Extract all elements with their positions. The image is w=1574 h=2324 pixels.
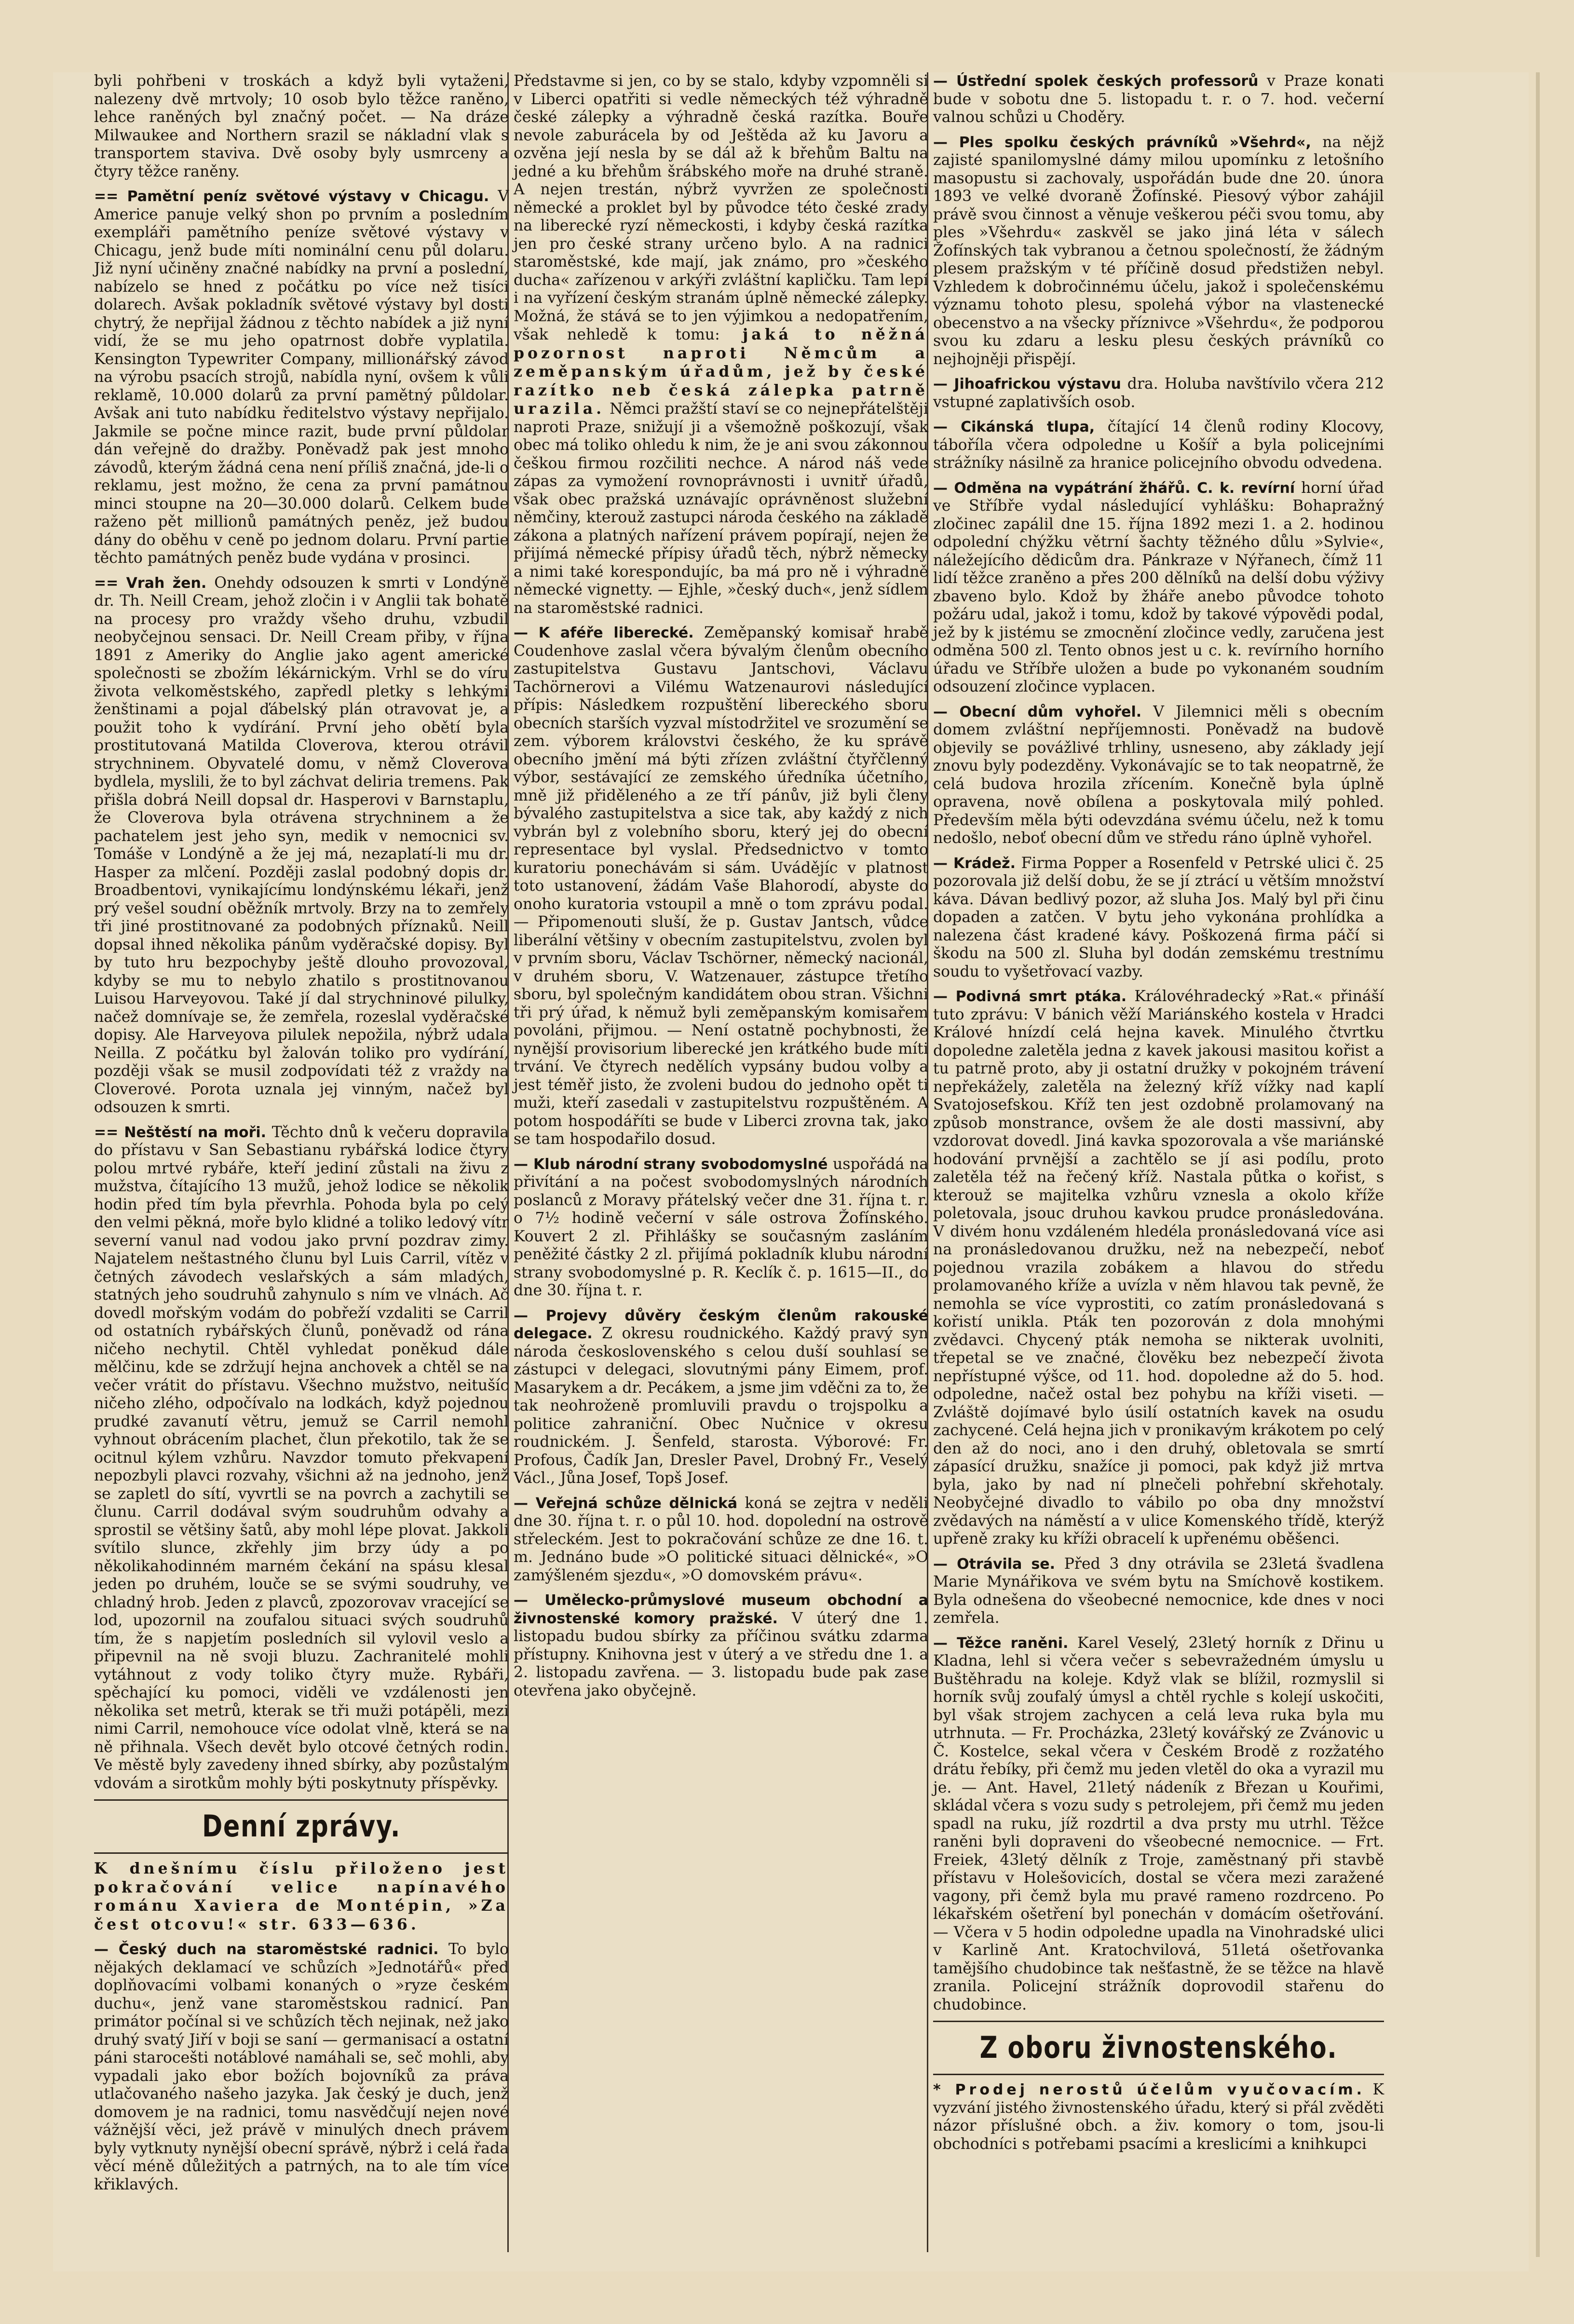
article-paragraph: == Vrah žen. Onehdy odsouzen k smrti v Londýně dr. Th. Neill Cream, jehož zločin i v Anglii tak bohatě na procesy pro vraždy všeho druhu, vzbudil neobyčejnou sensaci. Dr. Neill Cream přiby, v října 1891 z Ameriky do Anglie jako agent americké společnosti se zbožím lékárnickým. Vrhl se do víru života velkoměstského, zapředl pletky s lehkými ženštinami a pojal ďábelský plán otravovat je, a použit toho k vydírání. První jeho obětí byla prostitutovaná Matilda Cloverova, kterou otrávil strychninem. Obyvatelé domu, v němž Cloverova bydlela, myslili, že to byl záchvat deliria tremens. Pak přišla dobrá Neill dopsal dr. Hasperovi v Barnstaplu, že Cloverova byla otrávena strychninem a že pachatelem jest jeho syn, medik v nemocnici sv. Tomáše v Londýně a že jej má, nezaplatí-li mu dr. Hasper za mlčení. Později zaslal podobný dopis dr. Broadbentovi, vynikajícímu londýnskému lékaři, jenž prý vešel soudní oběžník mrtvoly. Brzy na to zemřely tři jiné prostitnované za podobných příznaků. Neill dopsal ihned několika pánům vyděračské dopisy. Byl by tuto hru bezpochyby ještě dlouho provozoval, kdyby se mu to nebylo zhatilo s prostitnovanou Luisou Harveyovou. Také jí dal strychninové pilulky, načež domnívaje se, že zemřela, rozeslal vyděračské dopisy. Ale Harveyova pilulek nepožila, nýbrž udala Neilla. Z počátku byl žalován toliko pro vydírání, později však se musil zodpovídati též z vraždy na Cloverové. Porota uznala jej vinným, načež byl odsouzen k smrti.	[94, 574, 509, 1116]
article-heading: — Otrávila se.	[933, 1555, 1056, 1573]
section-title: Z oboru živnostenského.	[979, 2030, 1338, 2065]
article-heading: — K aféře liberecké.	[514, 625, 694, 641]
article-heading: — Podivná smrt ptáka.	[933, 988, 1127, 1005]
article-heading: — Klub národní strany svobodomyslné	[514, 1155, 828, 1173]
article-heading: — Těžce raněni.	[933, 1634, 1069, 1652]
article-paragraph: K dnešnímu číslu přiloženo jest pokračování velice napínavého románu Xaviera de Montépin, »Za čest otcovu!« str. 633—636.	[94, 1860, 509, 1933]
article-heading: * Prodej nerostů účelům vyučovacím.	[933, 2081, 1366, 2098]
article-heading: — Veřejná schůze dělnická	[514, 1495, 738, 1512]
article-paragraph: * Prodej nerostů účelům vyučovacím. K vyzvání jistého živnostenského úřadu, který si přál zvěděti názor příslušné obch. a živ. komory o tom, jsou-li obchodníci s potřebami psacími a kreslicími a knihkupci	[933, 2081, 1384, 2153]
section-divider	[94, 1852, 509, 1854]
article-paragraph: — Obecní dům vyhořel. V Jilemnici měli s obecním domem zvláštní nepříjemnosti. Poněvadž na budově objevily se povážlivé trhliny, usneseno, aby základy její znovu byly podezděny. Vykonávajíc se to tak neopatrně, že celá budova hrozila zřícením. Konečně byla úplně opravena, nově obílena a poskytovala milý pohled. Především měla býti odevzdána svému účelu, než k tomu nedošlo, neboť obecní dům ve středu ráno úplně vyhořel.	[933, 703, 1384, 847]
article-heading: — Cikánská tlupa,	[933, 419, 1095, 435]
article-paragraph: — Odměna na vypátrání žhářů. C. k. revírní horní úřad ve Stříbře vydal následující vyhlášku: Bohapražný zločinec zapálil dne 15. října 1892 mezi 1. a 2. hodinou odpolední chýžku větrní šachty těžného důlu »Sylvie«, náležejícího dědicům dra. Pánkraze v Nýřanech, čímž 11 lidí těžce zraněno a přes 200 dělníků na delší dobu výživy zbaveno bylo. Kdož by žháře anebo původce tohoto požáru udal, jakož i tomu, kdož by takové výpovědi podal, jež by k jistému se zmocnění zločince vedly, zaručena jest odměna 500 zl. Tento obnos jest u c. k. revírního horního úřadu ve Stříbře uložen a bude po vykonaném soudním odsouzení zločince vyplacen.	[933, 479, 1384, 695]
article-paragraph: Představme si jen, co by se stalo, kdyby vzpomněli si v Liberci opatřiti si vedle německých též výhradně české zálepky a výhradně česká razítka. Bouře nevole zaburácela by od Ještěda až ku Javoru a ozvěna její nesla by se dál až k břehům Baltu na jedné a ku břehům šrábského moře na druhé straně. A nejen trestán, nýbrž vyvržen ze společnosti německé a proklet byl by původce této české zrady na liberecké ryzí německosti, i kdyby česká razítka jen pro české strany určeno bylo. A na radnici staroměstské, kde mají, jak známo, pro »českého ducha« zařízenou v arkýři zvláštní kapličku. Tam lepí i na vyřízení českým stranám úplně německé zálepky. Možná, že stává se to jen výjimkou a nedopatřením, však nehledě k tomu: jaká to něžná pozornost naproti Němcům a zeměpanským úřadům, jež by české razítko neb česká zálepka patrně urazila. Němci pražští staví se co nejnepřátelštěji naproti Praze, snižují ji a všemožně poškozují, však obec má toliko ohledu k nim, že je ani svou zákonnou češkou firmou rozčiliti nechce. A národ náš vede zápas za vymožení rovnoprávnosti i uvnitř úřadů, však obec pražská uznávajíc oprávněnost služební němčiny, kterouž zastupci národa českého na základě zákona a platných nařízení právem popírají, nejen že přijímá německé přípisy úřadů těch, nýbrž německy a nimi také korespondujíc, ba má pro ně i výhradně německé vignetty. — Ejhle, »český duch«, jenž sídlem na staroměstské radnici.	[514, 72, 928, 617]
article-paragraph: — Krádež. Firma Popper a Rosenfeld v Petrské ulici č. 25 pozorovala již delší dobu, že se jí ztrácí u větším množství káva. Dávan bedlivý pozor, až sluha Jos. Malý byl při činu dopaden a zatčen. V bytu jeho vykonána prohlídka a nalezena část kradené kávy. Poškozená firma páčí si škodu na 500 zl. Sluha byl dodán zemskému trestnímu soudu to vyšetřovací vazby.	[933, 854, 1384, 980]
page-edge	[1536, 72, 1540, 2257]
article-paragraph: — Těžce raněni. Karel Veselý, 23letý horník z Dřinu u Kladna, lehl si včera večer s sebevražedném úmyslu u Buštěhradu na koleje. Když vlak se blížil, rozmyslil si horník svůj zoufalý úmysl a chtěl rychle s kolejí uskočiti, byl však strojem zachycen a celá leva ruka byla mu utrhnuta. — Fr. Procházka, 23letý kovářský ze Zvánovic u Č. Kostelce, sekal včera v Českém Brodě z rozžatého drátu řebíky, při čemž mu jeden vletěl do oka a vyrazil mu je. — Ant. Havel, 21letý nádeník z Březan u Kouřimi, skládal včera s vozu sudy s petrolejem, při čemž mu jeden spadl na ruku, jíž rozdrtil a dva prsty mu utrhl. Těžce raněni byli dopraveni do všeobecné nemocnice. — Frt. Freiek, 43letý dělník z Troje, zaměstnaný při stavbě přístavu v Holešovicích, dostal se včera mezi zaražené vagony, při čemž byla mu pravé rameno rozdrceno. Po lékařském ošetření byl ponechán v domácím ošetřování. — Včera v 5 hodin odpoledne upadla na Vinohradské ulici v Karlině Ant. Kratochvilová, 51letá ošetřovanka tamějšího chudobince tak nešťastně, že se těžce na hlavě zranila. Policejní strážník doprovodil stařenu do chudobince.	[933, 1634, 1384, 2013]
article-paragraph: — Cikánská tlupa, čítající 14 členů rodiny Klocovy, táboříla včera odpoledne u Košíř a byla policejními strážníky násilně za hranice policejního obvodu odvedena.	[933, 418, 1384, 472]
column-right	[933, 72, 1384, 2160]
article-heading: — Krádež.	[933, 855, 1016, 872]
article-paragraph: == Pamětní peníz světové výstavy v Chicagu. V Americe panuje velký shon po prvním a posledním exempláři pamětního peníze světové výstavy v Chicagu, jenž bude míti nominální cenu půl dolaru. Již nyní učiněny značné nabídky na první a poslední, nabízelo se hned z počátku po více než tisíci dolarech. Avšak pokladník světové výstavy byl dosti chytrý, že nepřijal žádnou z těchto nabídek a již nyní vidí, že se mu jeho opatrnost dobře vyplatila. Kensington Typewriter Company, millionářský závod na výrobu psacích strojů, nabídla nyní, ovšem k vůli reklamě, 10.000 dolarů za první pamětný půldolar. Avšak ani tuto nabídku ředitelstvo výstavy nepřijalo. Jakmile se počne mince razit, bude první půldolar dán veřejně do dražby. Poněvadž pak jest mnoho závodů, kterým žádná cena není příliš značná, jde-li o reklamu, jest možno, že cena za první památnou minci stoupne na 20—30.000 dolarů. Celkem bude raženo pět millionů památných peněz, jež budou dány do oběhu v ceně po jednom dolaru. První partie těchto památných peněz bude vydána v prosinci.	[94, 188, 509, 567]
article-heading: == Neštěstí na moři.	[94, 1124, 267, 1141]
article-heading: == Vrah žen.	[94, 574, 207, 592]
article-paragraph: == Neštěstí na moři. Těchto dnů k večeru dopravila do přístavu v San Sebastianu rybářská lodice čtyry polou mrtvé rybáře, kteří jediní zůstali na živu z mužstva, čítajícího 13 mužů, jehož lodice se několik hodin před tím byla převrhla. Pohoda byla po celý den velmi pěkná, moře bylo klidné a toliko ledový vítr severní vanul nad vodou jako první pozdrav zimy. Najatelem neštastného člunu byl Luis Carril, vítěz v četných závodech veslařských a sám mladých, statných jeho soudruhů zahynulo s ním ve vlnách. Ač dovedl mořským vodám do pobřeží vzdaliti se Carril od ostatních rybářských člunů, poněvadž od rána ničeho nechytil. Chtěl vyhledat poněkud dále mělčinu, kde se zdržují hejna anchovek a chtěl se na večer vrátit do přístavu. Všechno mužstvo, neitušíc ničeho zlého, odpočívalo na lodkách, když pojednou prudké zavanutí větru, jemuž se Carril nemohl vyhnout obrácením plachet, člun překotilo, tak že se ocitnul kýlem vzhůru. Navzdor tomuto překvapení nepozbyli plavci rozvahy, všichni až na jednoho, jenž se zapletl do sítí, vyvrtli se na povrch a zachytili se člunu. Carril dodával svým soudruhům odvahy a sprostil se většiny šatů, aby mohl lépe plovat. Jakkoli svítilo slunce, zkřehly jim brzy údy a po několikahodinném marném čekání na spásu klesal jeden po druhém, louče se se svými soudruhy, ve chladný hrob. Jeden z plavců, zpozorovav vracející se lod, upozornil na zoufalou situaci svých soudruhů tím, že s napjetím posledních sil vylovil veslo a připevnil na ně svoji bluzu. Zachranitelé mohli vytáhnout z vody toliko čtyry muže. Rybáři, spěchající ku pomoci, viděli ve vzdálenosti jen několika set metrů, kterak se tři muži potápěli, mezi nimi Carril, nemohouce více odolat vlně, která se na ně přihnala. Všech devět bylo otcové četných rodin. Ve městě byly zavedeny ihned sbírky, aby pozůstalým vdovám a sirotkům mohly býti poskytnuty příspěvky.	[94, 1123, 509, 1792]
article-heading: — Obecní dům vyhořel.	[933, 703, 1142, 720]
article-paragraph: — Klub národní strany svobodomyslné uspořádá na přivítání a na počest svobodomyslných národních poslanců z Moravy přátelský večer dne 31. října t. r. o 7½ hodině večerní v sále ostrova Žofínského. Kouvert 2 zl. Přihlášky se současným zasláním peněžité částky 2 zl. přijímá pokladník klubu národní strany svobodomyslné p. R. Keclík č. p. 1615—II., do dne 30. října t. r.	[514, 1155, 928, 1299]
article-heading: — Ples spolku českých právníků »Všehrd«,	[933, 134, 1311, 151]
article-heading: — Ústřední spolek českých professorů	[933, 73, 1259, 90]
article-paragraph: — Podivná smrt ptáka. Královéhradecký »Rat.« přináší tuto zprávu: V bánich věží Mariánského kostela v Hradci Králové hnízdí celá hejna kavek. Minulého čtvrtku dopoledne zaletěla jedna z kavek jakousi masitou kořist a tu patrně proto, aby ji ostatní družky v pokojném trávení nepřekážely, zaletěla na železný kříž vížky nad kaplí Svatojosefskou. Kříž ten jest ozdobně prolamovaný na způsob monstrance, ovšem že ale dosti massivní, aby vzdorovat dovedl. Jiná kavka spozorovala a vše mariánské hodování prvnější a zachtělo se jí asi podílu, proto zaletěla též na řečený kříž. Nastala půtka o kořist, s kterouž se majitelka vzhůru vznesla a okolo kříže poletovala, jsouc druhou kavkou prudce pronásledována. V divém honu vzdáleném hledéla pronásledovaná více asi na pronásledovanou družku, než na nebezpečí, neboť pojednou vrazila zobákem a hlavou do středu prolamovaného kříže a uvízla v něm hlavou tak pevně, že nemohla se více vyprostiti, co zatím pronásledovaná s kořistí unikla. Pták ten pozorován z dola mnohými zvědavci. Chycený pták nemoha se nikterak uvolniti, třepetal se ve značné, člověku bez nebezpečí života nepřístupné výšce, od 11. hod. dopoledne až do 5. hod. odpoledne, načež ostal bez pohybu na kříži viseti. — Zvláště dojímavé bylo úsilí ostatních kavek na osudu zachycené. Celá hejna jich v pronikavým krákotem po celý den až do noci, ano i den druhý, obletovala se smrtí zápasící družku, snažíce ji pomoci, pak když již mrtva byla, jako by nad ní plnečeli pohřební skřehotaly. Neobyčejné divadlo to vábilo po oba dny množství zvědavých na náměstí a v ulice Komenského třídě, kterýž upřeně zraky ku kříži obracelí k upřenému oběšenci.	[933, 988, 1384, 1548]
article-heading: — Jihoafrickou výstavu	[933, 376, 1121, 393]
article-heading: — Český duch na staroměstské radnici.	[94, 1941, 439, 1958]
article-paragraph: — Veřejná schůze dělnická koná se zejtra v neděli dne 30. října t. r. o půl 10. hod. dopolední na ostrově střeleckém. Jest to pokračování schůze ze dne 16. t. m. Jednáno bude »O politické situaci dělnické«, »O zamýšleném sjezdu«, »O domovském právu«.	[514, 1494, 929, 1584]
article-paragraph: byli pohřbeni v troskách a když byli vytaženi, nalezeny dvě mrtvoly; 10 osob bylo těžce raněno, lehce raněných byl značný počet. — Na dráze Milwaukee and Northern srazil se nákladní vlak s transportem staviva. Dvě osoby byly usmrceny a čtyry těžce raněny.	[94, 72, 509, 180]
article-paragraph: — K aféře liberecké. Zeměpanský komisař hrabě Coudenhove zaslal včera bývalým členům obecního zastupitelstva Gustavu Jantschovi, Václavu Tachörnerovi a Vilému Watzenaurovi následující přípis: Následkem rozpuštění libereckého sboru obecních starších vyzval místodržitel ve srozumění se zem. výborem královstvi českého, že ku správě obecního jmění má býti zřízen zvláštní čtyřčlenný výbor, sestávající ze zemského úředníka účetního, mně již přiděleného a ze tří pánův, již byli členy bývalého zastupitelstva a sice tak, aby každý z nich vybrán byl z volebního sboru, který jej do obecní representace byl vyslal. Předsednictvo v tomto kuratoriu ponechávám si sám. Uvádějíc v platnost toto ustanovení, žádám Vaše Blahorodí, abyste do onoho kuratoria vstoupil a mně o tom zprávu podal. — Připomenouti sluší, že p. Gustav Jantsch, vůdce liberální většiny v obecním zastupitelstvu, zvolen byl v prvním sboru, Václav Tschörner, německý nacionál, v druhém sboru, V. Watzenauer, zástupce třetího sboru, byl společným kandidátem obou stran. Všichni tři prý úřad, k němuž byli zeměpanským komisařem povoláni, přijmou. — Není ostatně pochybnosti, že nynější provisorium liberecké jen krátkého bude míti trvání. Ve čtyrech nedělích vypsány budou volby a jest téměř jisto, že zvoleni budou do jednoho opět ti muži, kteří zasedali v zastupitelstvu rozpuštěném. A potom hospodáříti se bude v Liberci zrovna tak, jako se tam hospodařilo dosud.	[514, 624, 928, 1148]
article-heading: == Pamětní peníz světové výstavy v Chicagu.	[94, 188, 489, 205]
column-middle	[514, 72, 928, 1707]
column-left	[94, 72, 509, 2201]
section-title: Denní zprávy.	[202, 1808, 401, 1844]
section-divider	[933, 2021, 1384, 2022]
article-paragraph: — Umělecko-průmyslové museum obchodní a živnostenské komory pražské. V úterý dne 1. listopadu budou sbírky za příčinou svátku zdarma přístupny. Knihovna jest v úterý a ve středu dne 1. a 2. listopadu zavřena. — 3. listopadu bude pak zase otevřena jako obyčejně.	[514, 1592, 928, 1699]
article-paragraph: — Ústřední spolek českých professorů v Praze konati bude v sobotu dne 5. listopadu t. r. o 7. hod. večerní valnou schůzi u Choděry.	[933, 72, 1384, 126]
article-heading: — Umělecko-průmyslové museum obchodní a živnostenské komory pražské.	[514, 1592, 928, 1627]
article-paragraph: — Otrávila se. Před 3 dny otrávila se 23letá švadlena Marie Mynářikova ve svém bytu na Smíchově kostikem. Byla odnešena do všeobecné nemocnice, kde dnes v noci zemřela.	[933, 1555, 1384, 1627]
article-paragraph: — Český duch na staroměstské radnici. To bylo nějakých deklamací ve schůzích »Jednotářů« před doplňovacími volbami konaných o »ryze českém duchu«, jenž vane staroměstskou radnicí. Pan primátor počínal si ve schůzích těch nejinak, než jako druhý svatý Jiří v boji se saní — germanisací a ostatní páni starocešti notáblové namáhali se, seč mohli, aby vypadali jako ebor božích bojovníků za práva utlačovaného našeho jazyka. Jak český je duch, jenž domovem je na radnici, tomu nasvědčují nejen nové vážnější věci, jež právě v minulých dnech právem byly vytknuty nynější obecní správě, nýbrž i celá řada věcí méně důležitých a patrných, na to ale tím více křiklavých.	[94, 1941, 509, 2193]
section-divider	[94, 1799, 509, 1801]
article-heading: — Projevy důvěry českým členům rakouské delegace.	[514, 1307, 928, 1342]
article-paragraph: — Jihoafrickou výstavu dra. Holuba navštívilo včera 212 vstupné zaplativších osob.	[933, 375, 1384, 411]
section-divider	[933, 2074, 1384, 2075]
article-heading: — Odměna na vypátrání žhářů. C. k. revírní	[933, 479, 1295, 497]
article-paragraph: — Projevy důvěry českým členům rakouské delegace. Z okresu roudnického. Každý pravý syn národa československého s celou duší souhlasí se zástupci v delegaci, slovutnými pány Eimem, prof. Masarykem a dr. Pecákem, a jsme jim vděčni za to, že tak neohroženě promluvili pravdu o trojspolku a politice zahraniční. Obec Nučnice v okresu roudnickém. J. Šenfeld, starosta. Výborové: Fr. Profous, Čadík Jan, Dresler Pavel, Drobný Fr., Veselý Václ., Jůna Josef, Topš Josef.	[514, 1307, 928, 1487]
article-paragraph: — Ples spolku českých právníků »Všehrd«, na nějž zajisté spanilomyslné dámy milou upomínku z letošního masopustu si zachovaly, uspořádán bude dne 20. února 1893 ve velké dvoraně Žofínské. Piesový výbor zahájil právě svou činnost a věnuje veškerou péči svou tomu, aby ples »Všehrdu« zaskvěl se jako jiná léta v sálech Žofínských tak vybranou a četnou společností, že žádným plesem pražským v té příčině dosud předstižen nebyl. Vzhledem k dobročinnému účelu, jakož i společenskému významu tohoto plesu, spolehá výbor na vlastenecké obecenstvo a na všecky příznivce »Všehrdu«, že podporou svou ku zdaru a lesku plesu českých právníků co nejhojněji přispějí.	[933, 133, 1384, 368]
